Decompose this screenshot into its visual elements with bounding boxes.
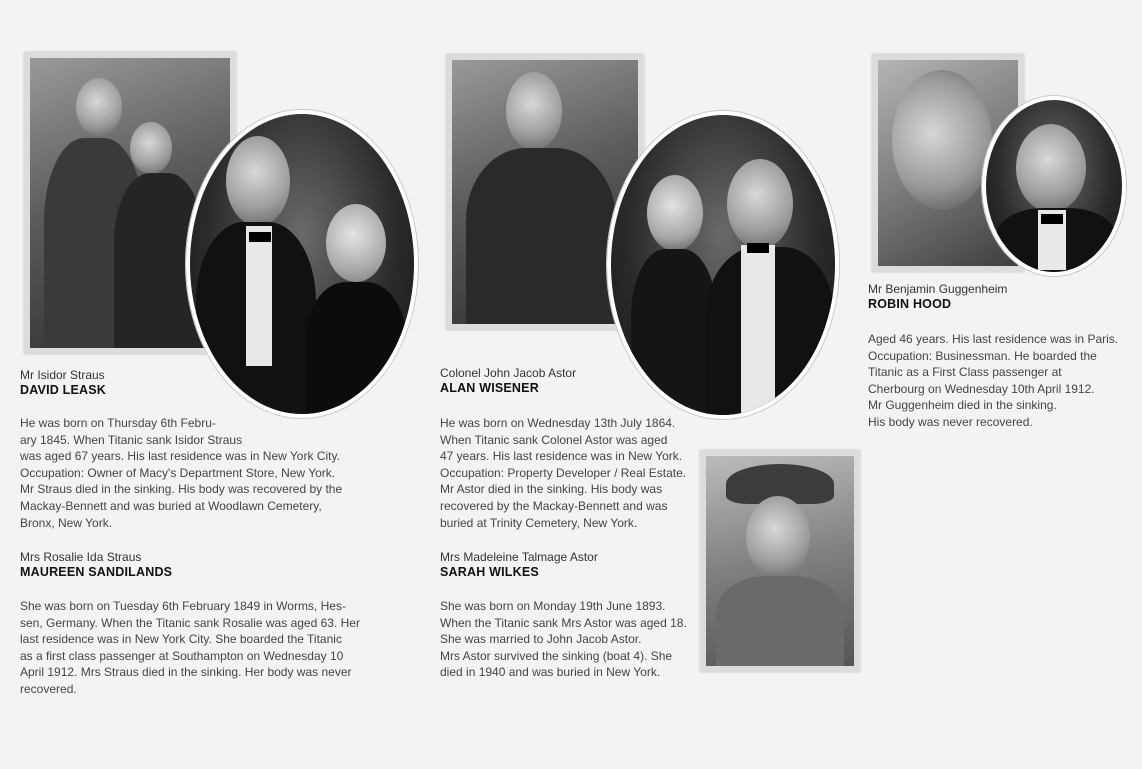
straus-bio: He was born on Thursday 6th Febru- ary 1845. When Titanic sank Isidor Straus was aged 67 years. His last residence was in New York City. Occupation: Owner of Macy's Department Store, New York. Mr Straus died in the sinking. His body was recovered by the Mackay-Bennett and was buried at Woodlawn Cemetery, Bronx, New York. xyxy=(20,416,343,530)
guggenheim-caption xyxy=(868,282,1007,312)
actor-name: ROBIN HOOD xyxy=(868,297,952,311)
actor-name: MAUREEN SANDILANDS xyxy=(20,565,173,579)
straus-caption xyxy=(20,368,106,398)
rosalie-caption xyxy=(20,550,172,580)
role-name: Mrs Madeleine Talmage Astor xyxy=(440,550,598,564)
role-name: Mr Benjamin Guggenheim xyxy=(868,282,1008,296)
rosalie-bio: She was born on Tuesday 6th February 1849 in Worms, Hes- sen, Germany. When the Titanic sank Rosalie was aged 63. Her last residence was in New York City. She boarded the Titanic as a first class passenger at Southampton on Wednesday 10 April 1912. Mrs Straus died in the sinking. Her body was never recovered. xyxy=(20,599,360,696)
guggenheim-actor-portrait xyxy=(982,96,1126,276)
actor-name: DAVID LEASK xyxy=(20,383,107,397)
role-name: Mrs Rosalie Ida Straus xyxy=(20,550,142,564)
madeleine-caption xyxy=(440,550,598,580)
role-name: Mr Isidor Straus xyxy=(20,368,105,382)
actor-name: ALAN WISENER xyxy=(440,381,539,395)
madeleine-bio: She was born on Monday 19th June 1893. When the Titanic sank Mrs Astor was aged 18. She was married to John Jacob Astor. Mrs Astor survived the sinking (boat 4). She died in 1940 and was buried in New York. xyxy=(440,599,687,680)
astor-actor-portrait xyxy=(607,111,839,419)
straus-actor-portrait xyxy=(186,110,418,418)
guggenheim-bio: Aged 46 years. His last residence was in Paris. Occupation: Businessman. He boarded the Titanic as a First Class passenger at Cherbourg on Wednesday 10th April 1912. Mr Guggenheim died in the sinking. His body was never recovered. xyxy=(868,332,1119,429)
role-name: Colonel John Jacob Astor xyxy=(440,366,577,380)
astor-caption xyxy=(440,366,576,396)
actor-name: SARAH WILKES xyxy=(440,565,539,579)
madeleine-historic-photo xyxy=(700,450,860,672)
astor-bio: He was born on Wednesday 13th July 1864. When Titanic sank Colonel Astor was aged 47 years. His last residence was in New York. Occupation: Property Developer / Real Estate. Mr Astor died in the sinking. His body was recovered by the Mackay-Bennett and was buried at Trinity Cemetery, New York. xyxy=(440,416,687,530)
